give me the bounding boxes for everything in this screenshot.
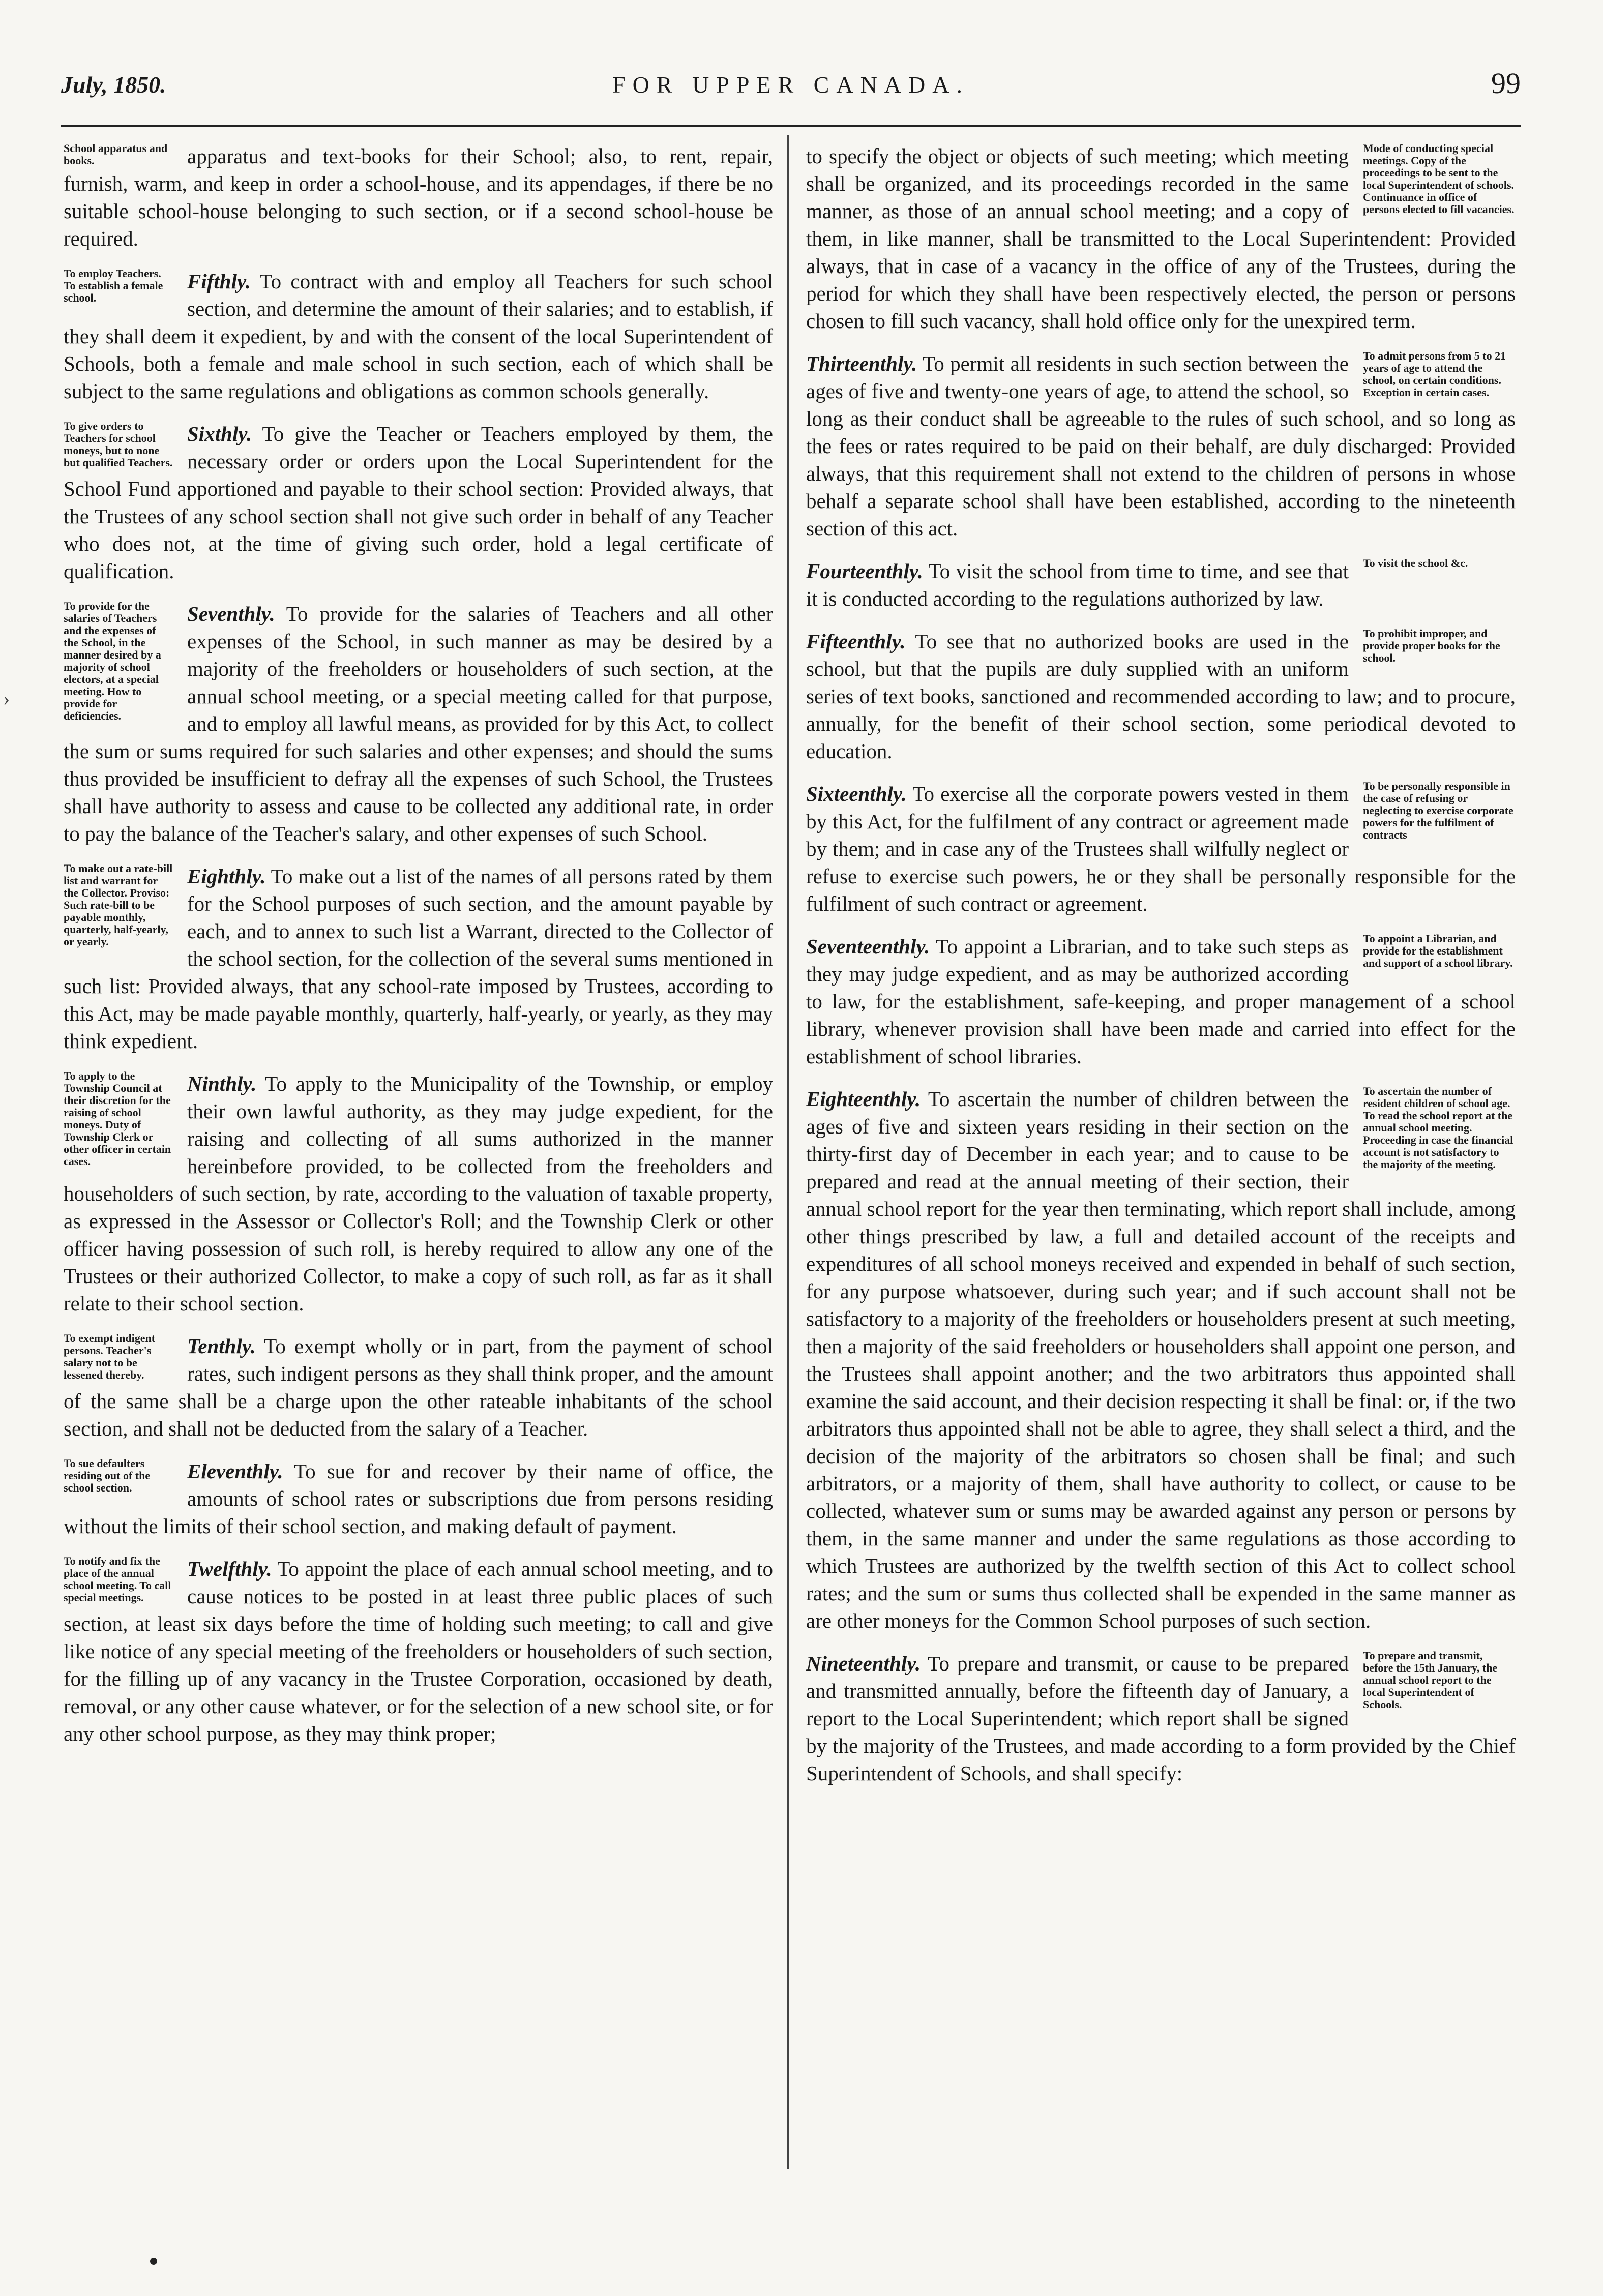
margin-note: To give orders to Teachers for school moneys, but to none but qualified Teachers. — [64, 420, 173, 469]
paragraph-text: apparatus and text-books for their School; also, to rent, repair, furnish, warm, and keep in order a school-house, and its appendages, if there be no suitable school-house belonging to such section, or if a second school-house be required. — [64, 144, 773, 250]
margin-note: To make out a rate-bill list and warrant for the Collector. Proviso: Such rate-bill to be payable monthly, quarterly, half-yearly, or yearly. — [64, 862, 173, 948]
paragraph-text: To make out a list of the names of all persons rated by them for the School purposes of such section, and the amount payable by each, and to annex to such list a Warrant, directed to the Collector of the school section, for the collection of the several sums mentioned in such list: Provided always, that any school-rate imposed by Trustees, according to this Act, may be made payable monthly, quarterly, half-yearly, or yearly, as they may think expedient. — [64, 864, 773, 1053]
section-paragraph — [806, 557, 1516, 612]
section-paragraph — [64, 1070, 773, 1317]
ordinal-heading: Fourteenthly. — [806, 559, 923, 583]
paragraph-text: To exercise all the corporate powers vested in them by this Act, for the fulfilment of any contract or agreement made by them; and in case any of the Trustees shall wilfully neglect or refuse to exercise such powers, he or they shall be personally responsible for the fulfilment of such contract or agreement. — [806, 782, 1516, 915]
section-paragraph — [806, 628, 1516, 765]
paragraph-text: to specify the object or objects of such meeting; which meeting shall be organized, and its proceedings recorded in the same manner, as those of an annual school meeting; and a copy of them, in like manner, shall be transmitted to the Local Superintendent: Provided always, that in case of a vacancy in the office of any of the Trustees, during the period for which they shall have been respectively elected, the person or persons chosen to fill such vacancy, shall hold office only for the unexpired term. — [806, 144, 1516, 333]
left-column — [64, 142, 773, 1763]
section-paragraph — [64, 600, 773, 847]
ordinal-heading: Ninthly. — [187, 1072, 257, 1095]
ordinal-heading: Seventhly. — [187, 602, 275, 625]
paragraph-text: To apply to the Municipality of the Township, or employ their own lawful authority, as they may judge expedient, for the raising and collecting of all sums authorized in the manner hereinbefore provided, to be collected from the freeholders and householders of such section, by rate, according to the valuation of taxable property, as expressed in the Assessor or Collector's Roll; and the Township Clerk or other officer having possession of such roll, is hereby required to allow any one of the Trustees or their authorized Collector, to make a copy of such roll, as far as it shall relate to their school section. — [64, 1072, 773, 1315]
paragraph-text: To exempt wholly or in part, from the payment of school rates, such indigent persons as they shall think proper, and the amount of the same shall be a charge upon the other rateable inhabitants of the school section, and shall not be deducted from the salary of a Teacher. — [64, 1334, 773, 1440]
paragraph-text: To contract with and employ all Teachers for such school section, and determine the amount of their salaries; and to establish, if they shall deem it expedient, by and with the consent of the local Superintendent of Schools, both a female and male school in such section, each of which shall be subject to the same regulations and obligations as common schools generally. — [64, 270, 773, 403]
margin-note: To prepare and transmit, before the 15th January, the annual school report to the local Superintendent of Schools. — [1363, 1649, 1498, 1711]
paragraph-text: To appoint the place of each annual school meeting, and to cause notices to be posted in at least three public places of such section, at least six days before the time of holding such meeting; to call and give like notice of any special meeting of the freeholders or householders of such section, for the filling up of any vacancy in the Trustee Corporation, occasioned by death, removal, or any other cause whatever, or for the selection of a new school site, or for any other school purpose, as they may think proper; — [64, 1557, 773, 1745]
section-paragraph — [64, 267, 773, 405]
header-rule — [61, 125, 1521, 127]
margin-note: To prohibit improper, and provide proper books for the school. — [1363, 627, 1500, 664]
ordinal-heading: Fifteenthly. — [806, 630, 906, 653]
margin-note: To employ Teachers. To establish a female school. — [64, 267, 163, 304]
section-paragraph — [806, 1650, 1516, 1787]
ordinal-heading: Eighthly. — [187, 864, 266, 888]
page-header — [61, 66, 1521, 112]
section-paragraph — [64, 1555, 773, 1747]
margin-note: Mode of conducting special meetings. Copy of the proceedings to be sent to the local Superintendent of schools. Continuance in office of persons elected to fill vacancies. — [1363, 142, 1515, 216]
section-paragraph — [806, 1085, 1516, 1634]
page-number: 99 — [1491, 67, 1521, 100]
footer-dot — [150, 2258, 157, 2265]
ordinal-heading: Eleventhly. — [187, 1459, 283, 1483]
ordinal-heading: Sixteenthly. — [806, 782, 907, 806]
ordinal-heading: Sixthly. — [187, 422, 252, 445]
section-paragraph — [64, 862, 773, 1055]
margin-note: To appoint a Librarian, and provide for the establishment and support of a school library. — [1363, 932, 1513, 969]
section-paragraph — [64, 1332, 773, 1442]
margin-note: To sue defaulters residing out of the school section. — [64, 1457, 151, 1494]
column-divider — [787, 135, 789, 2169]
ordinal-heading: Thirteenthly. — [806, 352, 917, 375]
section-paragraph — [806, 933, 1516, 1070]
section-paragraph — [64, 1457, 773, 1540]
section-paragraph — [64, 142, 773, 252]
running-title: FOR UPPER CANADA. — [612, 72, 969, 98]
ordinal-heading: Eighteenthly. — [806, 1087, 921, 1111]
paragraph-text: To appoint a Librarian, and to take such steps as they may judge expedient, and as may be authorized according to law, for the establishment, safe-keeping, and proper management of a school library, whenever provision shall have been made and carried into effect for the establishment of school libraries. — [806, 935, 1516, 1068]
margin-note: To notify and fix the place of the annual school meeting. To call special meetings. — [64, 1555, 171, 1604]
margin-note: To exempt indigent persons. Teacher's salary not to be lessened thereby. — [64, 1332, 156, 1381]
section-paragraph — [64, 420, 773, 585]
margin-note: To be personally responsible in the case of refusing or neglecting to exercise corporate powers for the fulfilment of contracts — [1363, 780, 1513, 841]
ordinal-heading: Seventeenthly. — [806, 935, 930, 958]
paragraph-text: To give the Teacher or Teachers employed by them, the necessary order or orders upon the Local Superintendent for the School Fund apportioned and payable to their school section: Provided always, that the Trustees of any school section shall not give such order in behalf of any Teacher who does not, at the time of giving such order, hold a legal certificate of qualification. — [64, 422, 773, 583]
paragraph-text: To prepare and transmit, or cause to be prepared and transmitted annually, before the fifteenth day of January, a report to the Local Superintendent; which report shall be signed by the majority of the Trustees, and made according to a form provided by the Chief Superintendent of Schools, and shall specify: — [806, 1652, 1516, 1785]
ordinal-heading: Tenthly. — [187, 1334, 256, 1358]
paragraph-text: To ascertain the number of children between the ages of five and sixteen years residing in their section on the thirty-first day of December in each year; and to cause to be prepared and read at the annual meeting of their section, their annual school report for the year then terminating, which report shall include, among other things prescribed by law, a full and detailed account of the receipts and expenditures of all school moneys received and expended in behalf of such section, for any purpose whatsoever, during such year; and if such account shall not be satisfactory to a majority of the freeholders or householders present at such meeting, then a majority of the said freeholders or householders shall appoint one person, and the Trustees shall appoint another; and the two arbitrators thus appointed shall examine the said account, and their decision respecting it shall be final: or, if the two arbitrators thus appointed shall not be able to agree, they shall select a third, and the decision of the majority of the arbitrators so chosen shall be final; and such arbitrators, or a majority of them, shall have authority to collect, or cause to be collected, whatever sum or sums may be awarded against any person or persons by them, in the same manner and under the same regulations as those according to which Trustees are authorized by the twelfth section of this Act to collect school rates; and the sum or sums thus collected shall be expended in the same manner as are other moneys for the Common School purposes of such section. — [806, 1087, 1516, 1632]
binding-mark: › — [3, 687, 10, 710]
section-paragraph — [806, 142, 1516, 335]
margin-note: School apparatus and books. — [64, 142, 168, 167]
ordinal-heading: Fifthly. — [187, 270, 251, 293]
issue-date: July, 1850. — [61, 72, 166, 98]
margin-note: To apply to the Township Council at their discretion for the raising of school moneys. Duty of Township Clerk or other officer in certain cases. — [64, 1069, 171, 1168]
right-column — [806, 142, 1516, 1802]
margin-note: To provide for the salaries of Teachers and the expenses of the School, in the manner desired by a majority of school electors, at a special meeting. How to provide for deficiencies. — [64, 600, 161, 722]
paragraph-text: To provide for the salaries of Teachers and all other expenses of the School, in such manner as may be desired by a majority of the freeholders or householders of such section, at the annual school meeting, or a special meeting called for that purpose, and to employ all lawful means, as provided for by this Act, to collect the sum or sums required for such salaries and other expenses; and should the sums thus provided be insufficient to defray all the expenses of such School, the Trustees shall have authority to assess and cause to be collected any additional rate, in order to pay the balance of the Teacher's salary, and other expenses of such School. — [64, 602, 773, 845]
paragraph-text: To visit the school from time to time, and see that it is conducted according to the regulations authorized by law. — [806, 559, 1349, 610]
paragraph-text: To permit all residents in such section between the ages of five and twenty-one years of age, to attend the school, so long as their conduct shall be agreeable to the rules of such school, and so long as the fees or rates required to be paid on their behalf, are duly discharged: Provided always, that this requirement shall not extend to the children of persons in whose behalf a separate school shall have been established, according to the nineteenth section of this act. — [806, 352, 1516, 540]
ordinal-heading: Nineteenthly. — [806, 1652, 921, 1675]
margin-note: To ascertain the number of resident children of school age. To read the school report at the annual school meeting. Proceeding in case the financial account is not satisfactory to the majority of the meeting. — [1363, 1085, 1513, 1171]
paragraph-text: To see that no authorized books are used in the school, but that the pupils are duly supplied with an uniform series of text books, sanctioned and recommended according to law; and to procure, annually, for the benefit of their school section, some periodical devoted to education. — [806, 630, 1516, 763]
section-paragraph — [806, 350, 1516, 542]
paragraph-text: To sue for and recover by their name of office, the amounts of school rates or subscriptions due from persons residing without the limits of their school section, and making default of payment. — [64, 1459, 773, 1538]
ordinal-heading: Twelfthly. — [187, 1557, 272, 1581]
margin-note: To visit the school &c. — [1363, 557, 1468, 570]
section-paragraph — [806, 780, 1516, 917]
margin-note: To admit persons from 5 to 21 years of age to attend the school, on certain conditions. Exception in certain cases. — [1363, 349, 1506, 399]
